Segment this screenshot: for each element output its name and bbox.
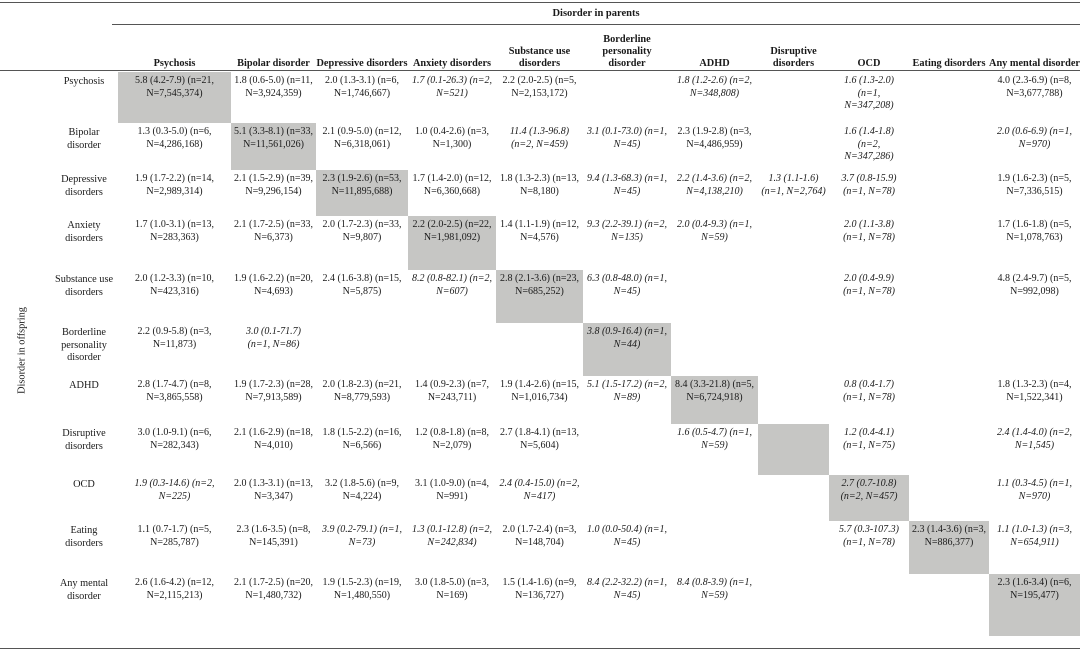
table-cell: 1.8 (1.3-2.3) (n=13, N=8,180) <box>500 173 579 197</box>
table-cell: 2.1 (1.6-2.9) (n=18, N=4,010) <box>234 427 313 451</box>
row-header: Depressive disorders <box>61 174 107 198</box>
table-cell: 1.9 (1.7-2.2) (n=14, N=2,989,314) <box>135 173 214 197</box>
table-cell: 1.9 (1.5-2.3) (n=19, N=1,480,550) <box>322 577 402 601</box>
table-cell: 2.3 (1.4-3.6) (n=3, N=886,377) <box>912 524 986 548</box>
table-cell: 1.0 (0.0-50.4) (n=1, N=45) <box>586 524 668 548</box>
table-cell: 8.4 (2.2-32.2) (n=1, N=45) <box>586 577 668 601</box>
table-cell: 1.6 (0.5-4.7) (n=1, N=59) <box>676 427 753 451</box>
super-header-rule <box>112 24 1080 25</box>
table-cell: 1.0 (0.4-2.6) (n=3, N=1,300) <box>415 126 489 150</box>
row-header: Substance use disorders <box>54 274 114 298</box>
diagonal-highlight <box>758 424 829 475</box>
table-cell: 3.0 (0.1-71.7) (n=1, N=86) <box>246 326 301 350</box>
table-cell: 2.4 (1.6-3.8) (n=15, N=5,875) <box>322 273 402 297</box>
table-cell: 6.3 (0.8-48.0) (n=1, N=45) <box>586 273 668 297</box>
table-cell: 2.7 (0.7-10.8) (n=2, N=457) <box>840 478 898 502</box>
table-cell: 1.3 (1.1-1.6) (n=1, N=2,764) <box>761 173 826 197</box>
column-header: Eating disorders <box>912 58 986 69</box>
table-cell: 9.3 (2.2-39.1) (n=2, N=135) <box>586 219 668 243</box>
table-cell: 2.3 (1.6-3.5) (n=8, N=145,391) <box>236 524 311 548</box>
table-cell: 3.0 (1.8-5.0) (n=3, N=169) <box>415 577 489 601</box>
table-cell: 8.4 (0.8-3.9) (n=1, N=59) <box>676 577 753 601</box>
table-cell: 2.1 (1.7-2.5) (n=20, N=1,480,732) <box>234 577 313 601</box>
column-header: OCD <box>857 58 881 69</box>
row-header: OCD <box>73 479 95 490</box>
column-header: Psychosis <box>153 58 196 69</box>
table-cell: 3.8 (0.9-16.4) (n=1, N=44) <box>586 326 668 350</box>
table-cell: 2.0 (1.7-2.3) (n=33, N=9,807) <box>322 219 402 243</box>
table-cell: 1.9 (1.4-2.6) (n=15, N=1,016,734) <box>500 379 579 403</box>
table-cell: 1.8 (0.6-5.0) (n=11, N=3,924,359) <box>234 75 313 99</box>
table-cell: 2.8 (2.1-3.6) (n=23, N=685,252) <box>500 273 579 297</box>
table-cell: 8.2 (0.8-82.1) (n=2, N=607) <box>411 273 493 297</box>
table-cell: 2.0 (0.6-6.9) (n=1, N=970) <box>996 126 1073 150</box>
table-cell: 1.1 (0.7-1.7) (n=5, N=285,787) <box>137 524 212 548</box>
table-cell: 5.1 (1.5-17.2) (n=2, N=89) <box>586 379 668 403</box>
table-cell: 1.8 (1.3-2.3) (n=4, N=1,522,341) <box>997 379 1072 403</box>
row-header: Psychosis <box>63 76 105 87</box>
table-cell: 1.7 (1.6-1.8) (n=5, N=1,078,763) <box>997 219 1072 243</box>
column-header: Substance use disorders <box>508 46 571 69</box>
table-cell: 1.8 (1.5-2.2) (n=16, N=6,566) <box>322 427 402 451</box>
table-cell: 1.7 (1.0-3.1) (n=13, N=283,363) <box>135 219 214 243</box>
table-cell: 1.6 (1.4-1.8) (n=2, N=347,286) <box>844 126 894 162</box>
table-cell: 3.7 (0.8-15.9) (n=1, N=78) <box>841 173 897 197</box>
table-cell: 2.2 (2.0-2.5) (n=5, N=2,153,172) <box>502 75 577 99</box>
table-cell: 1.9 (1.6-2.2) (n=20, N=4,693) <box>234 273 313 297</box>
column-header: Borderline personality disorder <box>602 34 652 69</box>
table-cell: 2.0 (1.2-3.3) (n=10, N=423,316) <box>135 273 214 297</box>
table-cell: 1.6 (1.3-2.0) (n=1, N=347,208) <box>844 75 894 111</box>
table-cell: 2.0 (1.7-2.4) (n=3, N=148,704) <box>502 524 577 548</box>
table-cell: 1.2 (0.8-1.8) (n=8, N=2,079) <box>415 427 489 451</box>
table-cell: 3.9 (0.2-79.1) (n=1, N=73) <box>321 524 403 548</box>
table-cell: 2.3 (1.9-2.6) (n=53, N=11,895,688) <box>322 173 402 197</box>
y-axis-label: Disorder in offspring <box>16 307 28 394</box>
table-cell: 1.3 (0.1-12.8) (n=2, N=242,834) <box>411 524 493 548</box>
table-cell: 2.2 (1.4-3.6) (n=2, N=4,138,210) <box>676 173 753 197</box>
table-cell: 2.3 (1.9-2.8) (n=3, N=4,486,959) <box>677 126 752 150</box>
table-cell: 2.6 (1.6-4.2) (n=12, N=2,115,213) <box>135 577 214 601</box>
header-rule <box>0 70 1080 71</box>
table-cell: 2.7 (1.8-4.1) (n=13, N=5,604) <box>500 427 579 451</box>
row-header: Bipolar disorder <box>67 127 101 151</box>
table-top-rule <box>0 2 1080 3</box>
table-cell: 8.4 (3.3-21.8) (n=5, N=6,724,918) <box>675 379 754 403</box>
table-cell: 3.0 (1.0-9.1) (n=6, N=282,343) <box>137 427 212 451</box>
table-cell: 1.9 (0.3-14.6) (n=2, N=225) <box>134 478 215 502</box>
super-header: Disorder in parents <box>552 8 640 19</box>
table-cell: 2.0 (1.3-3.1) (n=6, N=1,746,667) <box>325 75 399 99</box>
column-header: Disruptive disorders <box>770 46 817 69</box>
column-header: Depressive disorders <box>316 58 408 69</box>
table-cell: 4.8 (2.4-9.7) (n=5, N=992,098) <box>997 273 1072 297</box>
table-cell: 3.1 (0.1-73.0) (n=1, N=45) <box>586 126 668 150</box>
table-cell: 2.0 (0.4-9.3) (n=1, N=59) <box>676 219 753 243</box>
column-header: Anxiety disorders <box>412 58 492 69</box>
table-cell: 1.1 (0.3-4.5) (n=1, N=970) <box>996 478 1073 502</box>
table-cell: 2.4 (1.4-4.0) (n=2, N=1,545) <box>996 427 1073 451</box>
column-header: Any mental disorder <box>989 58 1080 69</box>
table-cell: 1.8 (1.2-2.6) (n=2, N=348,808) <box>676 75 753 99</box>
table-cell: 1.3 (0.3-5.0) (n=6, N=4,286,168) <box>137 126 212 150</box>
row-header: Any mental disorder <box>59 578 109 602</box>
table-cell: 2.2 (0.9-5.8) (n=3, N=11,873) <box>137 326 212 350</box>
table-cell: 5.7 (0.3-107.3) (n=1, N=78) <box>839 524 899 548</box>
row-header: Anxiety disorders <box>65 220 103 244</box>
table-cell: 1.1 (1.0-1.3) (n=3, N=654,911) <box>996 524 1073 548</box>
table-cell: 11.4 (1.3-96.8) (n=2, N=459) <box>509 126 570 150</box>
table-cell: 2.3 (1.6-3.4) (n=6, N=195,477) <box>997 577 1072 601</box>
table-cell: 2.0 (0.4-9.9) (n=1, N=78) <box>843 273 895 297</box>
table-cell: 2.2 (2.0-2.5) (n=22, N=1,981,092) <box>412 219 492 243</box>
column-header: Bipolar disorder <box>237 58 310 69</box>
row-header: Borderline personality disorder <box>61 327 107 363</box>
table-cell: 5.1 (3.3-8.1) (n=33, N=11,561,026) <box>234 126 313 150</box>
table-cell: 0.8 (0.4-1.7) (n=1, N=78) <box>843 379 895 403</box>
table-cell: 4.0 (2.3-6.9) (n=8, N=3,677,788) <box>997 75 1072 99</box>
row-header: Disruptive disorders <box>62 428 106 452</box>
table-cell: 2.1 (1.5-2.9) (n=39, N=9,296,154) <box>234 173 313 197</box>
row-header: Eating disorders <box>65 525 103 549</box>
table-cell: 2.4 (0.4-15.0) (n=2, N=417) <box>499 478 580 502</box>
table-cell: 2.8 (1.7-4.7) (n=8, N=3,865,558) <box>137 379 212 403</box>
table-cell: 1.9 (1.7-2.3) (n=28, N=7,913,589) <box>234 379 313 403</box>
table-cell: 1.4 (1.1-1.9) (n=12, N=4,576) <box>500 219 579 243</box>
row-header: ADHD <box>69 380 99 391</box>
table-cell: 2.0 (1.1-3.8) (n=1, N=78) <box>843 219 895 243</box>
table-cell: 2.0 (1.8-2.3) (n=21, N=8,779,593) <box>322 379 402 403</box>
column-header: ADHD <box>699 58 730 69</box>
table-cell: 1.7 (0.1-26.3) (n=2, N=521) <box>411 75 493 99</box>
table-cell: 1.2 (0.4-4.1) (n=1, N=75) <box>843 427 895 451</box>
table-cell: 1.9 (1.6-2.3) (n=5, N=7,336,515) <box>997 173 1072 197</box>
table-cell: 2.1 (1.7-2.5) (n=33, N=6,373) <box>234 219 313 243</box>
table-cell: 2.0 (1.3-3.1) (n=13, N=3,347) <box>234 478 313 502</box>
table-bottom-rule <box>0 648 1080 649</box>
table-cell: 3.2 (1.8-5.6) (n=9, N=4,224) <box>325 478 399 502</box>
table-cell: 2.1 (0.9-5.0) (n=12, N=6,318,061) <box>322 126 402 150</box>
table-cell: 1.4 (0.9-2.3) (n=7, N=243,711) <box>415 379 489 403</box>
table-cell: 9.4 (1.3-68.3) (n=1, N=45) <box>586 173 668 197</box>
table-cell: 1.7 (1.4-2.0) (n=12, N=6,360,668) <box>412 173 492 197</box>
table-cell: 1.5 (1.4-1.6) (n=9, N=136,727) <box>502 577 577 601</box>
table-cell: 5.8 (4.2-7.9) (n=21, N=7,545,374) <box>135 75 214 99</box>
table-cell: 3.1 (1.0-9.0) (n=4, N=991) <box>415 478 489 502</box>
